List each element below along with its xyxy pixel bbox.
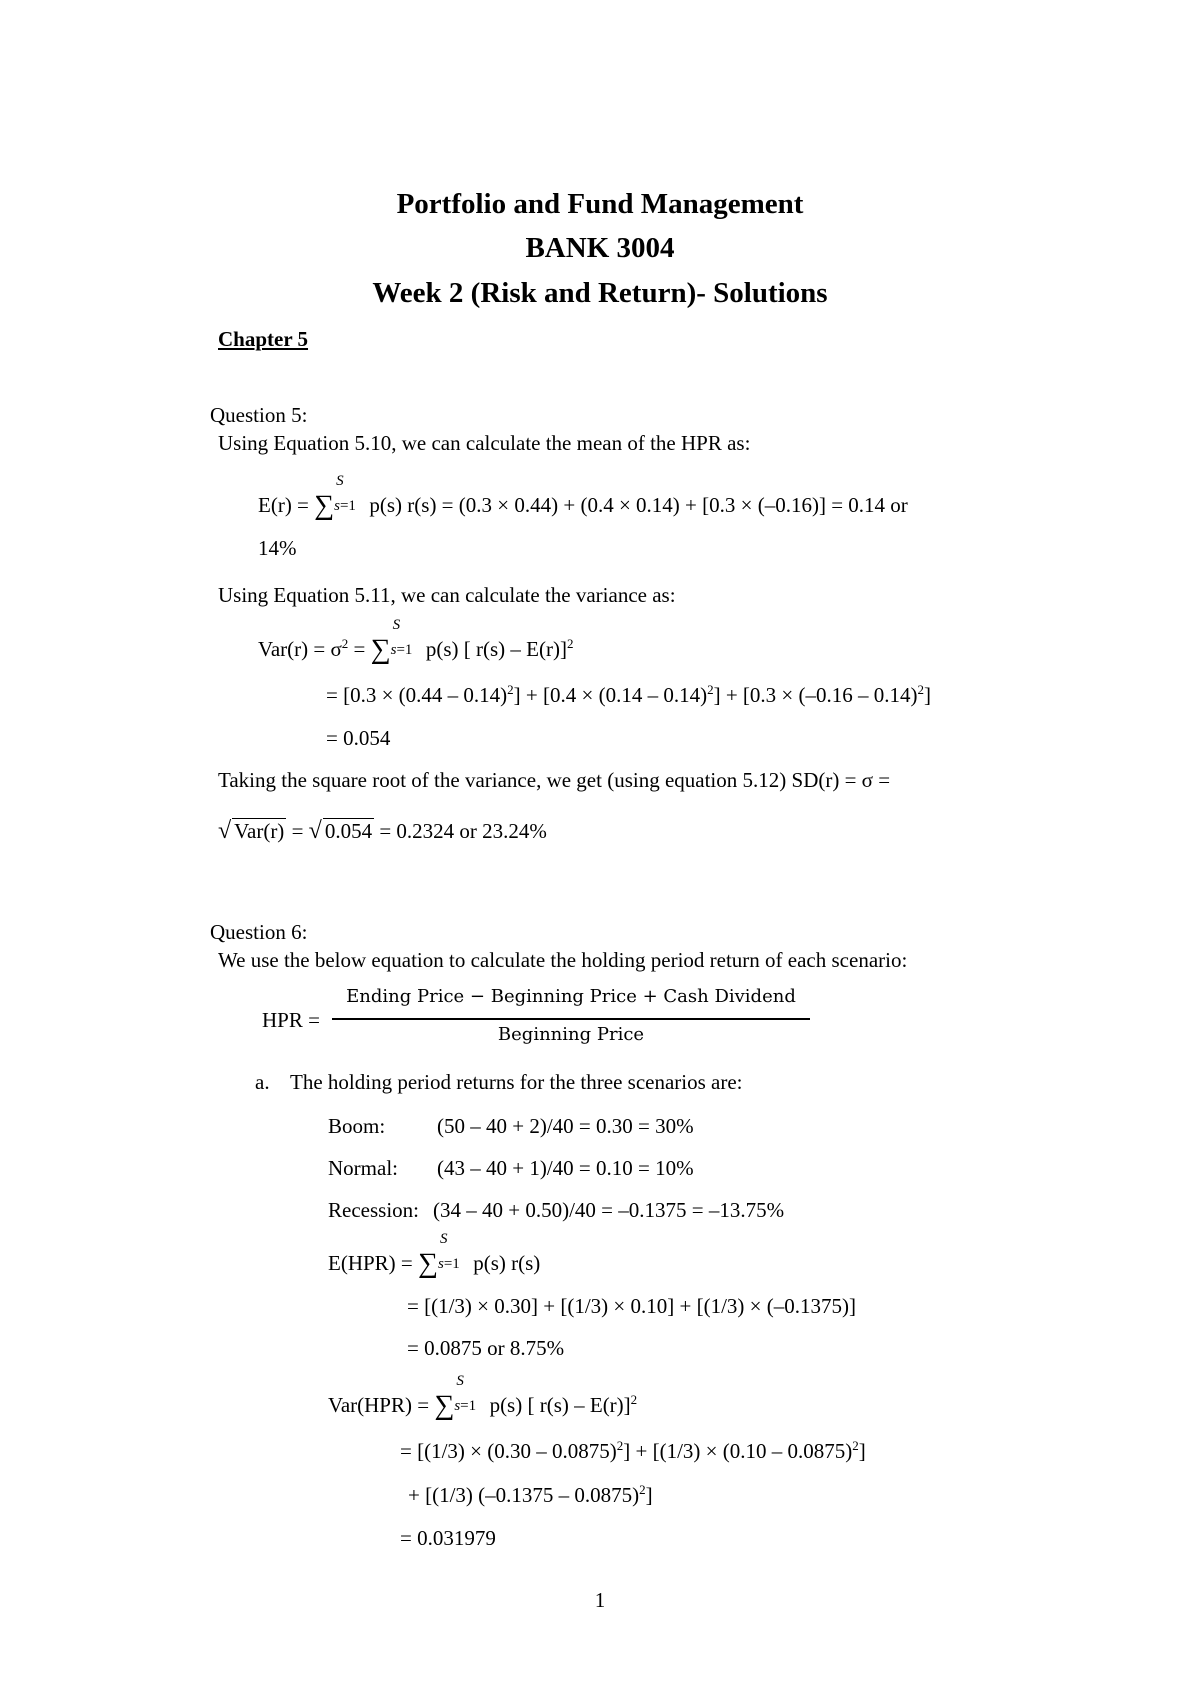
scenario-normal-calc: (43 – 40 + 1)/40 = 0.10 = 10% (437, 1156, 694, 1180)
sd-text: Taking the square root of the variance, we get (using equation 5.12) SD(r) = σ = (218, 768, 891, 792)
square-root-icon: √ (218, 818, 232, 844)
q5-heading: Question 5: (210, 403, 308, 427)
hpr-denominator: Beginning Price (497, 1024, 645, 1045)
page-number: 1 (594, 1588, 606, 1612)
summation-symbol: ∑ (434, 1390, 455, 1421)
summation-symbol: ∑ (418, 1248, 438, 1279)
ehpr-result: = 0.0875 or 8.75% (407, 1336, 565, 1360)
scenario-boom-calc: (50 – 40 + 2)/40 = 0.30 = 30% (437, 1114, 694, 1138)
square-root-icon: √ (308, 818, 322, 844)
chapter-heading: Chapter 5 (218, 327, 309, 351)
course-code: BANK 3004 (525, 232, 675, 264)
ehpr-equation: E(HPR) = ∑ S s=1 p(s) r(s) (328, 1231, 541, 1279)
var-expansion: = [0.3 × (0.44 – 0.14)$^2$] + [0.4 × (0.14 – 0.14)$^2$] + [0.3 × (–0.16 – 0.14)$^2$] (326, 682, 932, 707)
var-result: = 0.054 (326, 726, 391, 750)
scenario-boom-label: Boom: (328, 1114, 386, 1138)
summation-symbol: ∑ (314, 490, 335, 521)
hpr-lhs: HPR = (262, 1008, 320, 1032)
course-title: Portfolio and Fund Management (396, 188, 804, 220)
ehpr-expansion: = [(1/3) × 0.30] + [(1/3) × 0.10] + [(1/3) × (–0.1375)] (407, 1294, 856, 1318)
varhpr-equation: Var(HPR) = ∑ S s=1 p(s) [ r(s) – E(r)]$^2$ (328, 1373, 638, 1421)
var-terms: p(s) [ r(s) – E(r)] (425, 637, 567, 661)
er-result: 14% (258, 536, 297, 560)
er-terms: p(s) r(s) = (0.3 × 0.44) + (0.4 × 0.14) + [0.3 × (–0.16)] = 0.14 or (369, 493, 908, 517)
sum-limits: S s=1 (454, 1373, 477, 1414)
week-title: Week 2 (Risk and Return)- Solutions (372, 277, 828, 309)
sum-limits: S s=1 (334, 473, 356, 514)
var-lhs: Var(r) = σ (258, 637, 342, 661)
varhpr-result: = 0.031979 (400, 1526, 496, 1550)
q5-variance-intro: Using Equation 5.11, we can calculate the variance as: (218, 583, 676, 607)
sd-equation: √ Var(r) = √ 0.054 = 0.2324 or 23.24% (218, 818, 547, 844)
q6-intro: We use the below equation to calculate the holding period return of each scenario: (218, 948, 908, 972)
scenario-recession-label: Recession: (328, 1198, 419, 1222)
sum-limits: S s=1 (437, 1231, 460, 1272)
part-a-text: The holding period returns for the three scenarios are: (290, 1070, 743, 1094)
scenario-recession-calc: (34 – 40 + 0.50)/40 = –0.1375 = –13.75% (433, 1198, 785, 1222)
varhpr-expansion-1: = [(1/3) × (0.30 – 0.0875)$^2$] + [(1/3) × (0.10 – 0.0875)$^2$] (400, 1438, 866, 1463)
varhpr-expansion-2: + [(1/3) (–0.1375 – 0.0875)$^2$] (408, 1482, 653, 1507)
fraction-bar (332, 1018, 810, 1020)
q5-variance-equation: $Var(r) = \sigma^2$ = ∑ S s=1 p(s) [ r(s) – E(r)]$^2$ (258, 617, 574, 665)
q5-intro: Using Equation 5.10, we can calculate the mean of the HPR as: (218, 431, 751, 455)
q5-expected-return-equation (258, 473, 908, 521)
er-lhs: E(r) = (258, 493, 309, 517)
q6-heading: Question 6: (210, 920, 308, 944)
scenario-normal-label: Normal: (328, 1156, 398, 1180)
sum-limits: S s=1 (390, 617, 413, 658)
part-a-marker: a. (255, 1070, 270, 1094)
summation-symbol: ∑ (370, 634, 391, 665)
hpr-numerator: Ending Price − Beginning Price + Cash Dividend (346, 986, 796, 1007)
